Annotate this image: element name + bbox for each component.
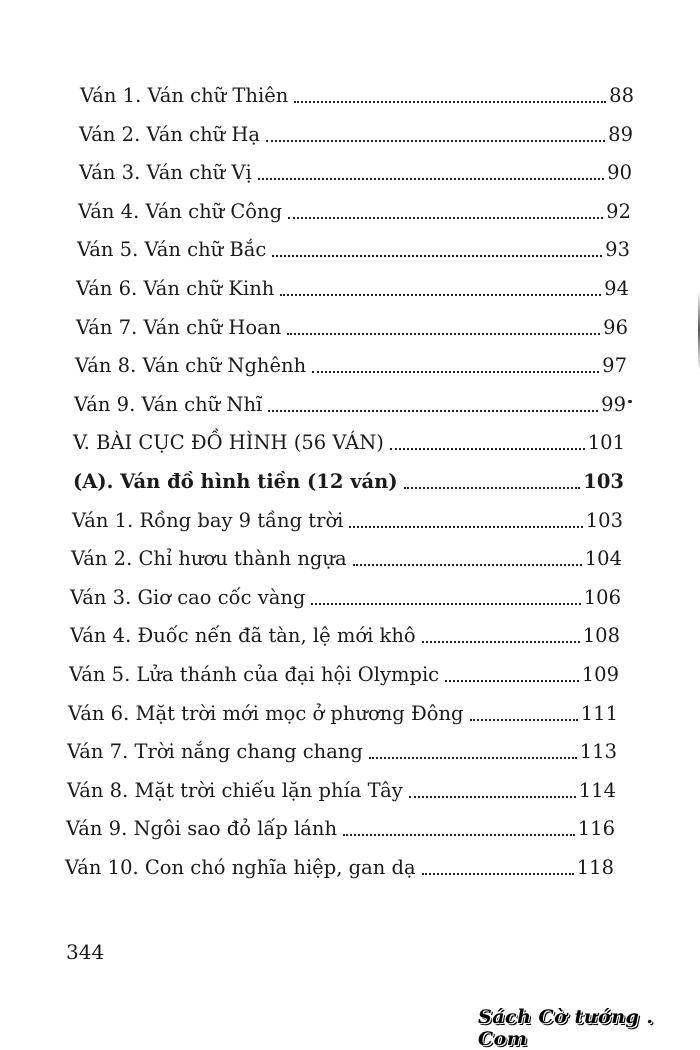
toc-entry-title: Ván 4. Đuốc nến đã tàn, lệ mới khô (70, 624, 416, 647)
dot-leader (422, 641, 580, 643)
toc-entry-title: Ván 7. Ván chữ Hoan (76, 316, 282, 339)
toc-entry (67, 779, 616, 803)
toc-entry-title: Ván 2. Chỉ hươu thành ngựa (71, 547, 347, 570)
dot-leader (390, 448, 585, 450)
dot-leader (312, 371, 599, 373)
dot-leader (445, 680, 579, 682)
dot-leader (272, 255, 602, 257)
toc-entry-page: 93 (605, 238, 630, 261)
dot-leader (311, 603, 580, 605)
dot-leader (287, 333, 600, 335)
dot-leader (353, 564, 582, 566)
toc-entry-page: 97 (602, 354, 627, 377)
toc-entry-page: 96 (603, 316, 628, 339)
toc-entry (67, 740, 617, 764)
toc-entry-page: 106 (583, 586, 621, 609)
toc-entry-page: 92 (606, 200, 631, 223)
toc-entry-title: Ván 9. Ngôi sao đỏ lấp lánh (66, 817, 338, 840)
toc-entry (74, 393, 626, 417)
toc-entry-page: 111 (580, 702, 618, 725)
dot-leader (404, 487, 581, 489)
toc-entry-title: Ván 1. Rồng bay 9 tầng trời (72, 509, 344, 532)
toc-entry-title: Ván 5. Ván chữ Bắc (77, 238, 267, 261)
dot-leader (266, 140, 605, 142)
toc-entry (70, 586, 621, 610)
dot-leader (349, 526, 582, 528)
toc-entry-page: 104 (584, 547, 622, 570)
toc-entry (69, 663, 619, 687)
toc-entry (71, 547, 622, 571)
toc-entry (66, 817, 615, 841)
toc-entry-page: 114 (578, 779, 616, 802)
toc-entry (76, 316, 628, 340)
page-number: 344 (66, 940, 105, 964)
toc-entry-page: 108 (582, 624, 620, 647)
dot-leader (288, 217, 603, 219)
toc-entry-title: Ván 3. Giơ cao cốc vàng (70, 586, 306, 609)
dot-leader (280, 294, 601, 296)
toc-entry (76, 277, 629, 301)
toc-entry-title: Ván 9. Ván chữ Nhĩ (74, 393, 263, 416)
toc-entry-page: 109 (581, 663, 619, 686)
toc-entry (68, 702, 618, 726)
toc-entry-title: Ván 8. Ván chữ Nghênh (75, 354, 307, 377)
dot-leader (294, 101, 606, 103)
dot-leader (343, 834, 575, 836)
toc-entry-title: Ván 2. Ván chữ Hạ (79, 123, 261, 146)
dot-leader (258, 178, 604, 180)
toc-entry-page: 94 (604, 277, 629, 300)
dot-leader (369, 757, 577, 759)
toc-entry (79, 161, 632, 185)
toc-entry-title: Ván 5. Lửa thánh của đại hội Olympic (69, 663, 440, 686)
toc-entry (72, 509, 623, 533)
toc-entry (73, 431, 625, 455)
toc-entry-page: 99 (601, 393, 626, 416)
toc-entry-page: 113 (579, 740, 617, 763)
toc-entry-title: Ván 6. Mặt trời mới mọc ở phương Đông (68, 702, 464, 725)
toc-entry-page: 118 (576, 856, 614, 879)
toc-entry (65, 856, 614, 880)
toc-entry-title: Ván 1. Ván chữ Thiên (80, 84, 289, 107)
dot-leader (422, 873, 574, 875)
toc-entry-title: Ván 7. Trời nắng chang chang (67, 740, 363, 763)
toc-entry-title: Ván 10. Con chó nghĩa hiệp, gan dạ (65, 856, 416, 879)
dot-leader (409, 796, 576, 798)
toc-entry (78, 200, 631, 224)
toc-entry-page: 88 (609, 84, 634, 107)
toc-entry (75, 354, 627, 378)
toc-entry (80, 84, 634, 108)
toc-entry (73, 470, 624, 494)
toc-entry-page: 103 (583, 470, 624, 493)
watermark-logo: Sách Cờ tướng . Com (478, 1006, 654, 1050)
toc-entry-page: 90 (607, 161, 632, 184)
toc-entry-title: Ván 4. Ván chữ Công (78, 200, 283, 223)
toc-entry-title: (A). Ván đồ hình tiền (12 ván) (73, 470, 398, 493)
toc-entry-page: 116 (577, 817, 615, 840)
print-speck (628, 400, 632, 403)
toc-entry-title: Ván 6. Ván chữ Kinh (76, 277, 275, 300)
toc-entry (70, 624, 620, 648)
toc-entry-page: 101 (587, 431, 625, 454)
toc-entry-title: Ván 3. Ván chữ Vị (79, 161, 252, 184)
toc-entry (79, 123, 633, 147)
dot-leader (470, 719, 578, 721)
toc-entry-page: 89 (608, 123, 633, 146)
toc-entry-title: Ván 8. Mặt trời chiếu lặn phía Tây (67, 779, 403, 802)
toc-entry-page: 103 (585, 509, 623, 532)
dot-leader (268, 410, 598, 412)
toc-entry (77, 238, 630, 262)
toc-entry-title: V. BÀI CỤC ĐỒ HÌNH (56 VÁN) (73, 431, 384, 454)
